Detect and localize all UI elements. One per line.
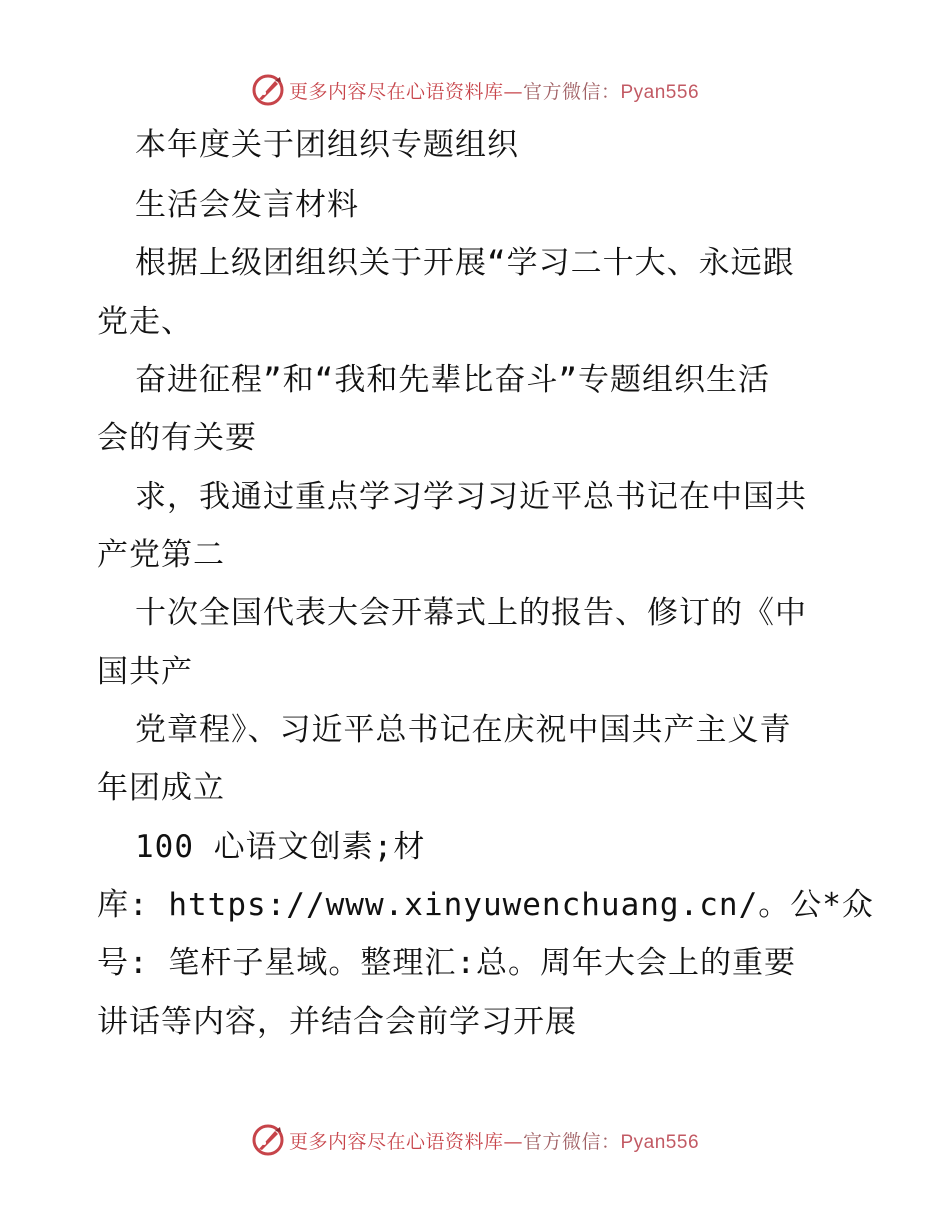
watermark-wechat-id: Pyan556 <box>620 81 700 103</box>
watermark-text: 更多内容尽在心语资料库 <box>288 1130 504 1153</box>
text-line: 号: 笔杆子星域。整理汇:总。周年大会上的重要 <box>97 945 796 981</box>
text-line: 求，我通过重点学习学习习近平总书记在中国共 <box>135 479 807 515</box>
text-line: 100 心语文创素;材 <box>135 829 426 865</box>
text-line: 库: https://www.xinyuwenchuang.cn/。公*众 <box>97 887 874 923</box>
text-line: 讲话等内容，并结合会前学习开展 <box>97 1004 577 1040</box>
text-line: 根据上级团组织关于开展“学习二十大、永远跟 <box>135 245 795 281</box>
text-line: 国共产 <box>97 654 193 690</box>
text-line: 奋进征程”和“我和先辈比奋斗”专题组织生活 <box>135 362 770 398</box>
footer-watermark <box>0 1120 950 1160</box>
watermark-wechat-label: 官方微信： <box>522 80 621 103</box>
header-watermark <box>0 70 950 110</box>
text-line: 党走、 <box>97 304 193 340</box>
quill-logo-icon <box>251 73 285 107</box>
text-line: 本年度关于团组织专题组织 <box>135 127 519 163</box>
text-line: 年团成立 <box>97 770 225 806</box>
text-line: 十次全国代表大会开幕式上的报告、修订的《中 <box>135 595 807 631</box>
watermark-separator: — <box>503 80 523 103</box>
text-line: 生活会发言材料 <box>135 187 359 223</box>
watermark-text: 更多内容尽在心语资料库 <box>288 80 504 103</box>
watermark-wechat-id: Pyan556 <box>620 1131 700 1153</box>
text-line: 会的有关要 <box>97 420 257 456</box>
text-line: 产党第二 <box>97 537 225 573</box>
watermark-wechat-label: 官方微信： <box>522 1130 621 1153</box>
text-line: 党章程》、习近平总书记在庆祝中国共产主义青 <box>135 712 792 748</box>
watermark-separator: — <box>503 1130 523 1153</box>
quill-logo-icon <box>251 1123 285 1157</box>
